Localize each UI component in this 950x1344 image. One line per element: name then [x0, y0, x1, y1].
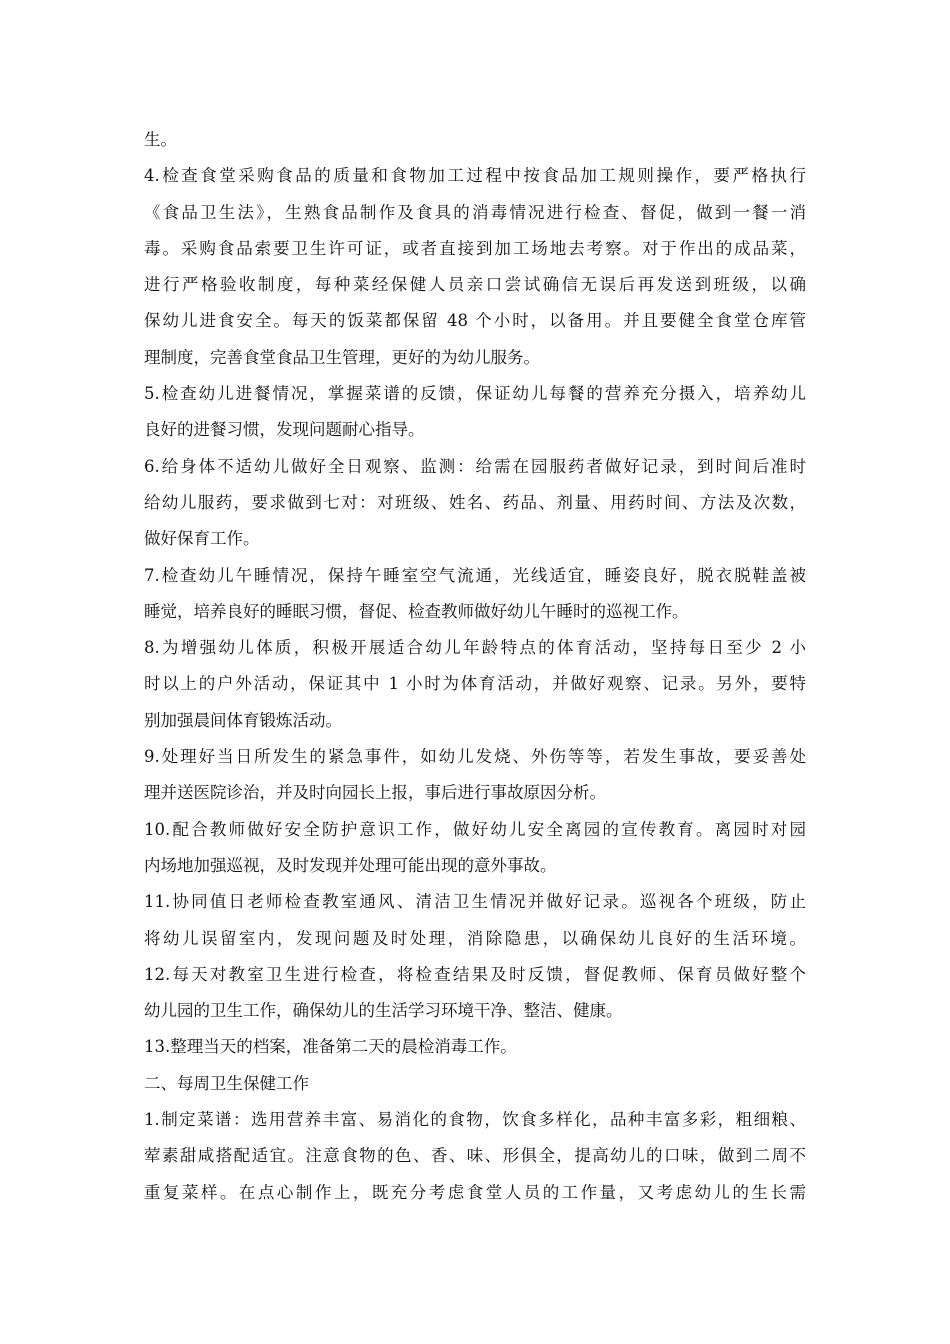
text-line: 荤素甜咸搭配适宜。注意食物的色、香、味、形俱全，提高幼儿的口味，做到二周不: [144, 1146, 806, 1166]
text-line: 重复菜样。在点心制作上，既充分考虑食堂人员的工作量，又考虑幼儿的生长需: [144, 1182, 806, 1202]
text-line: 给幼儿服药，要求做到七对：对班级、姓名、药品、剂量、用药时间、方法及次数，: [144, 492, 806, 512]
text-line: 《食品卫生法》，生熟食品制作及食具的消毒情况进行检查、督促，做到一餐一消: [144, 202, 806, 222]
text-line: 8.为增强幼儿体质，积极开展适合幼儿年龄特点的体育活动，坚持每日至少 2 小: [144, 638, 806, 658]
text-line: 理并送医院诊治，并及时向园长上报，事后进行事故原因分析。: [144, 783, 606, 803]
text-line: 1.制定菜谱：选用营养丰富、易消化的食物，饮食多样化，品种丰富多彩，粗细粮、: [144, 1110, 806, 1130]
text-line: 7.检查幼儿午睡情况，保持午睡室空气流通，光线适宜，睡姿良好，脱衣脱鞋盖被: [144, 565, 806, 585]
text-line: 10.配合教师做好安全防护意识工作，做好幼儿安全离园的宣传教育。离园时对园: [144, 819, 806, 839]
text-line: 9.处理好当日所发生的紧急事件，如幼儿发烧、外伤等等，若发生事故，要妥善处: [144, 747, 806, 767]
text-line: 别加强晨间体育锻炼活动。: [144, 710, 342, 730]
text-line: 内场地加强巡视，及时发现并处理可能出现的意外事故。: [144, 855, 557, 875]
text-line: 6.给身体不适幼儿做好全日观察、监测：给需在园服药者做好记录，到时间后准时: [144, 456, 806, 476]
text-line: 做好保育工作。: [144, 529, 260, 549]
text-line: 13.整理当天的档案，准备第二天的晨检消毒工作。: [144, 1037, 517, 1057]
text-line: 将幼儿误留室内，发现问题及时处理，消除隐患，以确保幼儿良好的生活环境。: [144, 928, 806, 948]
text-line: 幼儿园的卫生工作，确保幼儿的生活学习环境干净、整洁、健康。: [144, 1001, 623, 1021]
text-line: 毒。采购食品索要卫生许可证，或者直接到加工场地去考察。对于作出的成品菜，: [144, 238, 806, 258]
text-line: 12.每天对教室卫生进行检查，将检查结果及时反馈，督促教师、保育员做好整个: [144, 964, 806, 984]
text-line: 二、每周卫生保健工作: [144, 1073, 309, 1093]
text-line: 5.检查幼儿进餐情况，掌握菜谱的反馈，保证幼儿每餐的营养充分摄入，培养幼儿: [144, 384, 806, 404]
text-line: 良好的进餐习惯，发现问题耐心指导。: [144, 420, 425, 440]
text-line: 保幼儿进食安全。每天的饭菜都保留 48 个小时，以备用。并且要健全食堂仓库管: [144, 311, 806, 331]
text-line: 4.检查食堂采购食品的质量和食物加工过程中按食品加工规则操作，要严格执行: [144, 166, 806, 186]
text-line: 时以上的户外活动，保证其中 1 小时为体育活动，并做好观察、记录。另外，要特: [144, 674, 806, 694]
text-line: 生。: [144, 130, 177, 149]
text-line: 理制度，完善食堂食品卫生管理，更好的为幼儿服务。: [144, 347, 540, 367]
text-line: 11.协同值日老师检查教室通风、清洁卫生情况并做好记录。巡视各个班级，防止: [144, 892, 806, 912]
text-line: 进行严格验收制度，每种菜经保健人员亲口尝试确信无误后再发送到班级，以确: [144, 275, 806, 295]
text-line: 睡觉，培养良好的睡眠习惯，督促、检查教师做好幼儿午睡时的巡视工作。: [144, 601, 689, 621]
document-page: [144, 122, 806, 1211]
